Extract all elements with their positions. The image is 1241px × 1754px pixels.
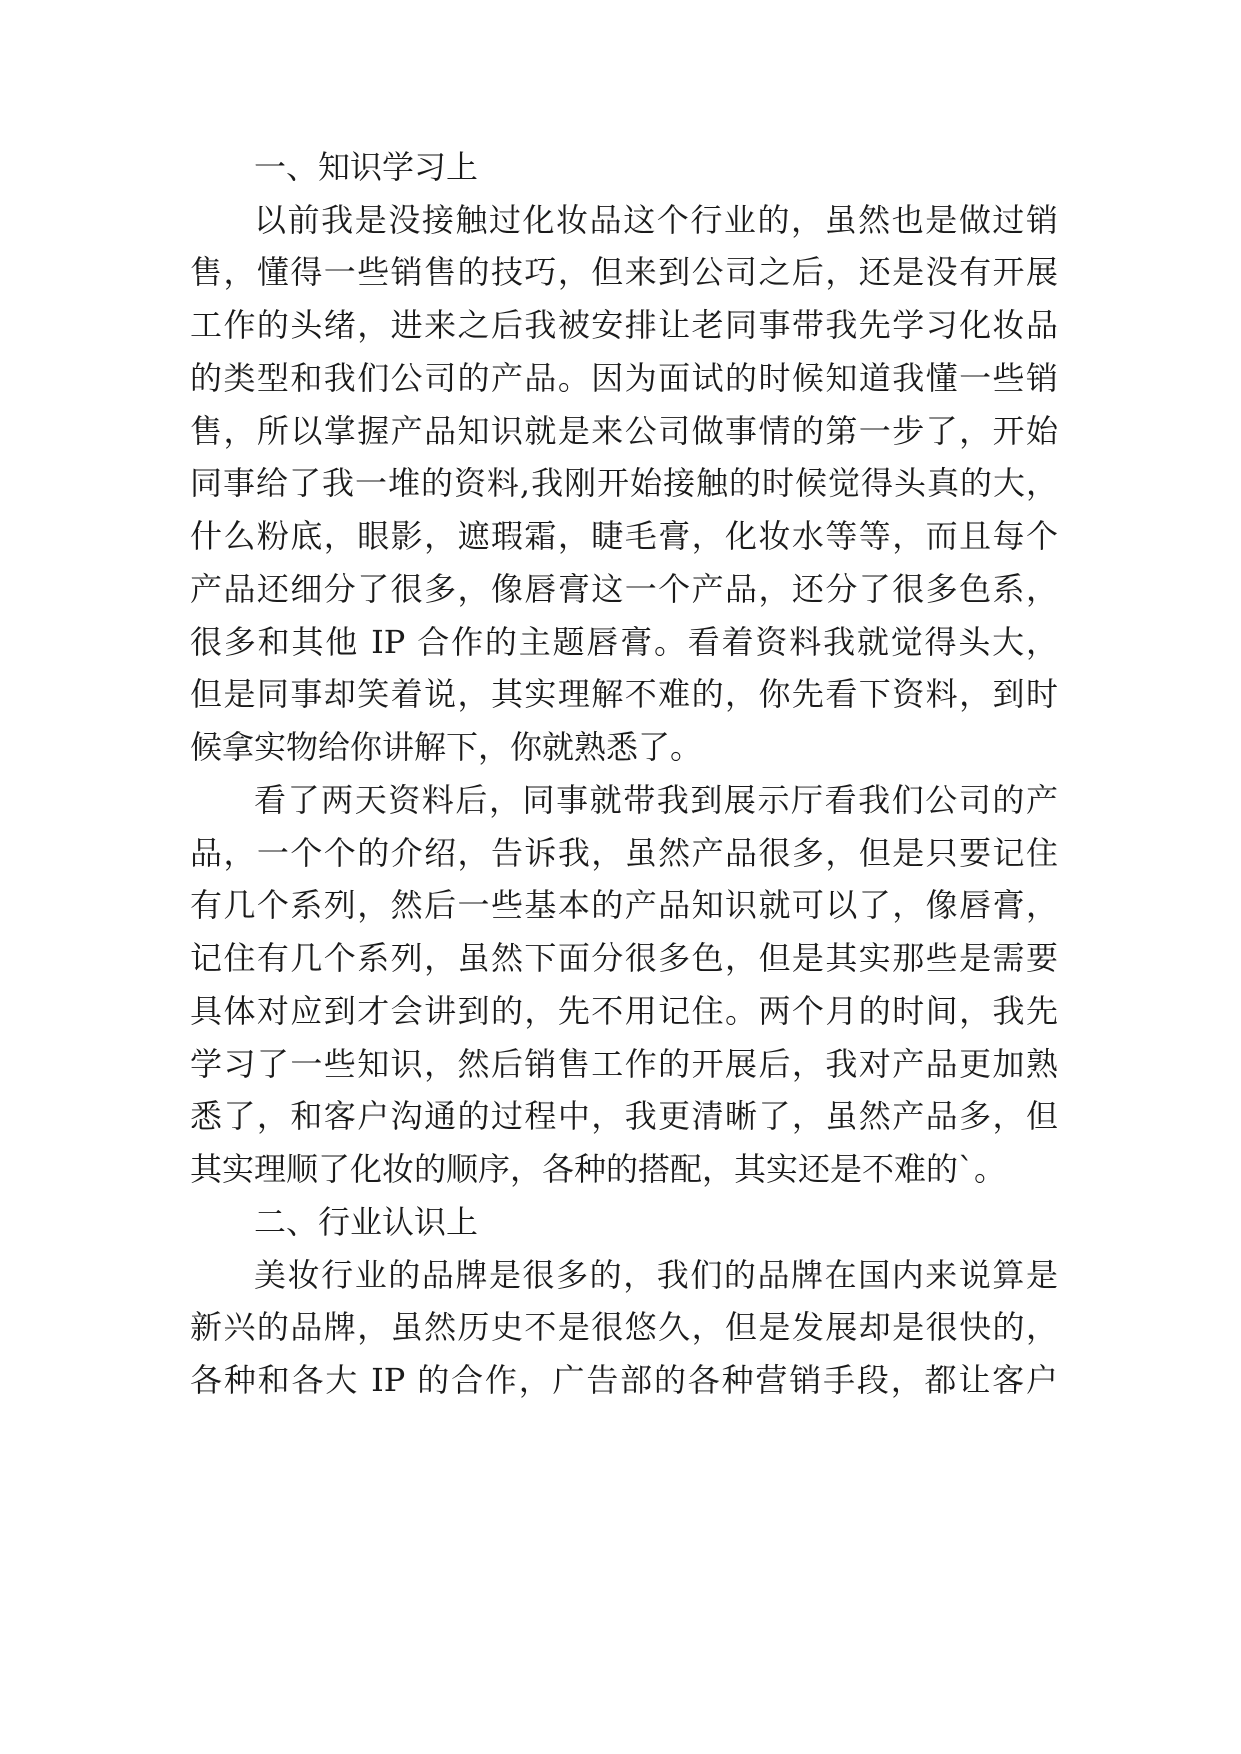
paragraph-line: 工作的头绪，进来之后我被安排让老同事带我先学习化妆品 bbox=[190, 306, 1058, 344]
paragraph-line: 悉了，和客户沟通的过程中，我更清晰了，虽然产品多，但 bbox=[190, 1097, 1058, 1135]
paragraph-line: 新兴的品牌，虽然历史不是很悠久，但是发展却是很快的， bbox=[190, 1308, 1058, 1346]
paragraph-line: 售，所以掌握产品知识就是来公司做事情的第一步了，开始 bbox=[190, 412, 1058, 450]
paragraph-line: 同事给了我一堆的资料,我刚开始接触的时候觉得头真的大， bbox=[190, 464, 1058, 502]
paragraph-line: 产品还细分了很多，像唇膏这一个产品，还分了很多色系， bbox=[190, 570, 1058, 608]
paragraph-line: 以前我是没接触过化妆品这个行业的，虽然也是做过销 bbox=[254, 201, 1058, 239]
paragraph-line: 记住有几个系列，虽然下面分很多色，但是其实那些是需要 bbox=[190, 939, 1058, 977]
paragraph-line: 具体对应到才会讲到的，先不用记住。两个月的时间，我先 bbox=[190, 992, 1058, 1030]
paragraph-line: 的类型和我们公司的产品。因为面试的时候知道我懂一些销 bbox=[190, 359, 1058, 397]
paragraph-line: 学习了一些知识，然后销售工作的开展后，我对产品更加熟 bbox=[190, 1045, 1058, 1083]
paragraph-line: 什么粉底，眼影，遮瑕霜，睫毛膏，化妆水等等，而且每个 bbox=[190, 517, 1058, 555]
paragraph-line: 候拿实物给你讲解下，你就熟悉了。 bbox=[190, 728, 703, 766]
paragraph-line: 看了两天资料后，同事就带我到展示厅看我们公司的产 bbox=[254, 781, 1058, 819]
paragraph-line: 品，一个个的介绍，告诉我，虽然产品很多，但是只要记住 bbox=[190, 834, 1058, 872]
section-heading: 一、知识学习上 bbox=[254, 148, 479, 186]
paragraph-line: 美妆行业的品牌是很多的，我们的品牌在国内来说算是 bbox=[254, 1256, 1058, 1294]
paragraph-line: 售，懂得一些销售的技巧，但来到公司之后，还是没有开展 bbox=[190, 253, 1058, 291]
paragraph-line: 有几个系列，然后一些基本的产品知识就可以了，像唇膏， bbox=[190, 886, 1058, 924]
section-heading: 二、行业认识上 bbox=[254, 1203, 479, 1241]
paragraph-line: 其实理顺了化妆的顺序，各种的搭配，其实还是不难的`。 bbox=[190, 1150, 1007, 1188]
paragraph-line: 但是同事却笑着说，其实理解不难的，你先看下资料，到时 bbox=[190, 675, 1058, 713]
paragraph-line: 各种和各大 IP 的合作，广告部的各种营销手段，都让客户 bbox=[190, 1361, 1058, 1399]
paragraph-line: 很多和其他 IP 合作的主题唇膏。看着资料我就觉得头大， bbox=[190, 623, 1058, 661]
